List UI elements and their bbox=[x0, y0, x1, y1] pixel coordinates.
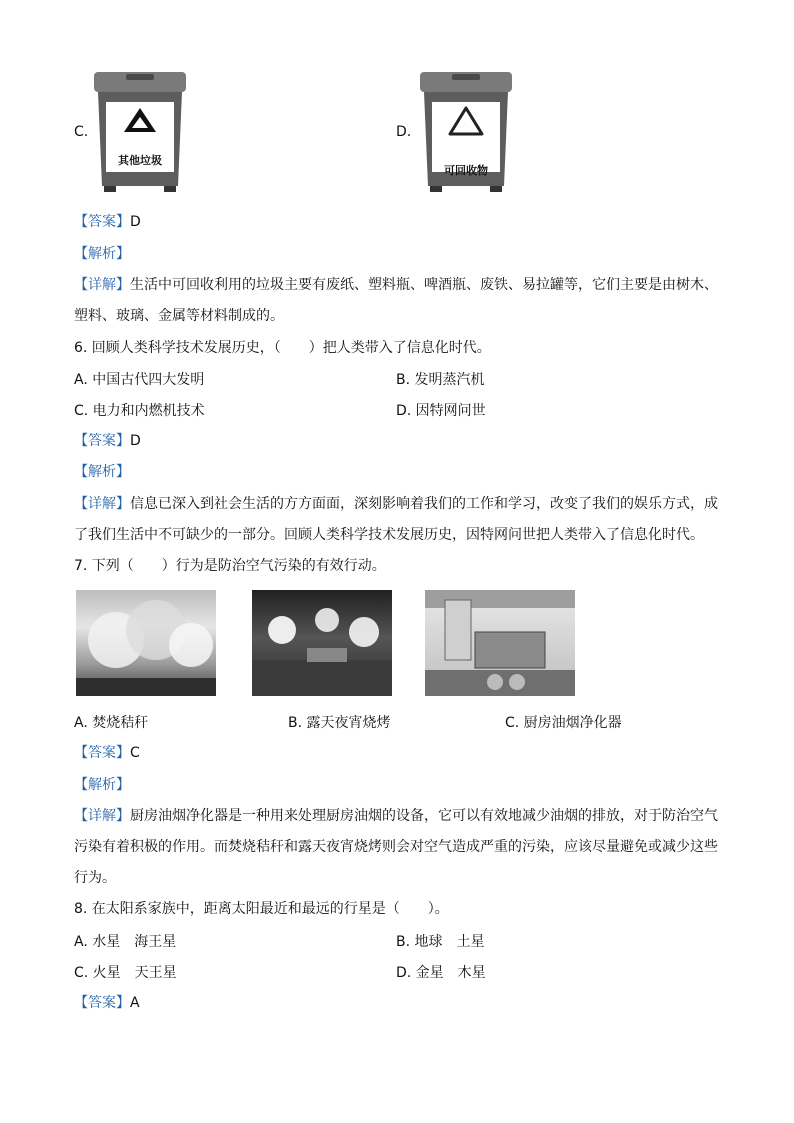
q6-option-c: C. 电力和内燃机技术 bbox=[74, 403, 205, 419]
bin-handle bbox=[126, 74, 154, 80]
night-barbecue-photo bbox=[252, 590, 392, 696]
detail-text: 厨房油烟净化器是一种用来处理厨房油烟的设备，它可以有效地减少油烟的排放，对于防治空气 bbox=[130, 808, 718, 824]
bin-wheel bbox=[164, 186, 176, 192]
q5-detail-line-2: 塑料、玻璃、金属等材料制成的。 bbox=[74, 308, 284, 324]
q7-detail-line-1 bbox=[74, 806, 724, 826]
q6-option-b: B. 发明蒸汽机 bbox=[396, 372, 485, 388]
q8-answer bbox=[74, 993, 724, 1013]
range-hood-purifier-photo bbox=[425, 590, 575, 696]
q7-analysis-tag: 【解析】 bbox=[74, 777, 130, 793]
detail-text: 信息已深入到社会生活的方方面面，深刻影响着我们的工作和学习，改变了我们的娱乐方式，成 bbox=[130, 496, 718, 512]
q5-answer bbox=[74, 212, 724, 232]
q6-stem: 6. 回顾人类科学技术发展历史，（ ）把人类带入了信息化时代。 bbox=[74, 340, 491, 356]
bin-wheel bbox=[430, 186, 442, 192]
q6-option-a: A. 中国古代四大发明 bbox=[74, 372, 205, 388]
q8-option-d: D. 金星 木星 bbox=[396, 965, 486, 981]
q6-detail-line-2: 了我们生活中不可缺少的一部分。回顾人类科学技术发展历史，因特网问世把人类带入了信息化时代。 bbox=[74, 527, 704, 543]
q7-answer bbox=[74, 743, 724, 763]
q6-detail-line-1 bbox=[74, 494, 724, 514]
q8-option-c: C. 火星 天王星 bbox=[74, 965, 177, 981]
option-d-label: D. bbox=[396, 124, 412, 140]
q8-stem: 8. 在太阳系家族中，距离太阳最近和最远的行星是（ ）。 bbox=[74, 901, 449, 917]
detail-tag: 【详解】 bbox=[74, 808, 130, 824]
detail-tag: 【详解】 bbox=[74, 277, 130, 293]
burning-straw-photo bbox=[76, 590, 216, 696]
q6-option-d: D. 因特网问世 bbox=[396, 403, 486, 419]
q7-option-c: C. 厨房油烟净化器 bbox=[505, 715, 622, 731]
bin-d-label: 可回收物 bbox=[444, 164, 488, 177]
bin-handle bbox=[452, 74, 480, 80]
q8-option-a: A. 水星 海王星 bbox=[74, 934, 177, 950]
q7-option-b: B. 露天夜宵烧烤 bbox=[288, 715, 391, 731]
smoke-illustration bbox=[76, 590, 216, 696]
answer-tag: 【答案】 bbox=[74, 995, 130, 1011]
purifier-illustration bbox=[425, 590, 575, 696]
answer-tag: 【答案】 bbox=[74, 745, 130, 761]
answer-value: C bbox=[130, 745, 140, 761]
answer-tag: 【答案】 bbox=[74, 433, 130, 449]
barbecue-illustration bbox=[252, 590, 392, 696]
q7-stem: 7. 下列（ ）行为是防治空气污染的有效行动。 bbox=[74, 558, 386, 574]
q7-detail-line-2: 污染有着积极的作用。而焚烧秸秆和露天夜宵烧烤则会对空气造成严重的污染，应该尽量避免或减少这些 bbox=[74, 839, 718, 855]
detail-text: 生活中可回收利用的垃圾主要有废纸、塑料瓶、啤酒瓶、废铁、易拉罐等，它们主要是由树木、 bbox=[130, 277, 718, 293]
q6-answer bbox=[74, 431, 724, 451]
bin-wheel bbox=[490, 186, 502, 192]
answer-value: D bbox=[130, 433, 141, 449]
bin-wheel bbox=[104, 186, 116, 192]
q5-detail-line-1 bbox=[74, 275, 724, 295]
option-c-label: C. bbox=[74, 124, 89, 140]
q5-analysis-tag: 【解析】 bbox=[74, 246, 130, 262]
other-waste-bin-image bbox=[92, 70, 188, 194]
bin-c-label: 其他垃圾 bbox=[118, 154, 162, 167]
answer-value: A bbox=[130, 995, 140, 1011]
q7-option-a: A. 焚烧秸秆 bbox=[74, 715, 149, 731]
q8-option-b: B. 地球 土星 bbox=[396, 934, 485, 950]
q7-detail-line-3: 行为。 bbox=[74, 870, 116, 886]
q6-analysis-tag: 【解析】 bbox=[74, 464, 130, 480]
answer-tag: 【答案】 bbox=[74, 214, 130, 230]
detail-tag: 【详解】 bbox=[74, 496, 130, 512]
answer-value: D bbox=[130, 214, 141, 230]
